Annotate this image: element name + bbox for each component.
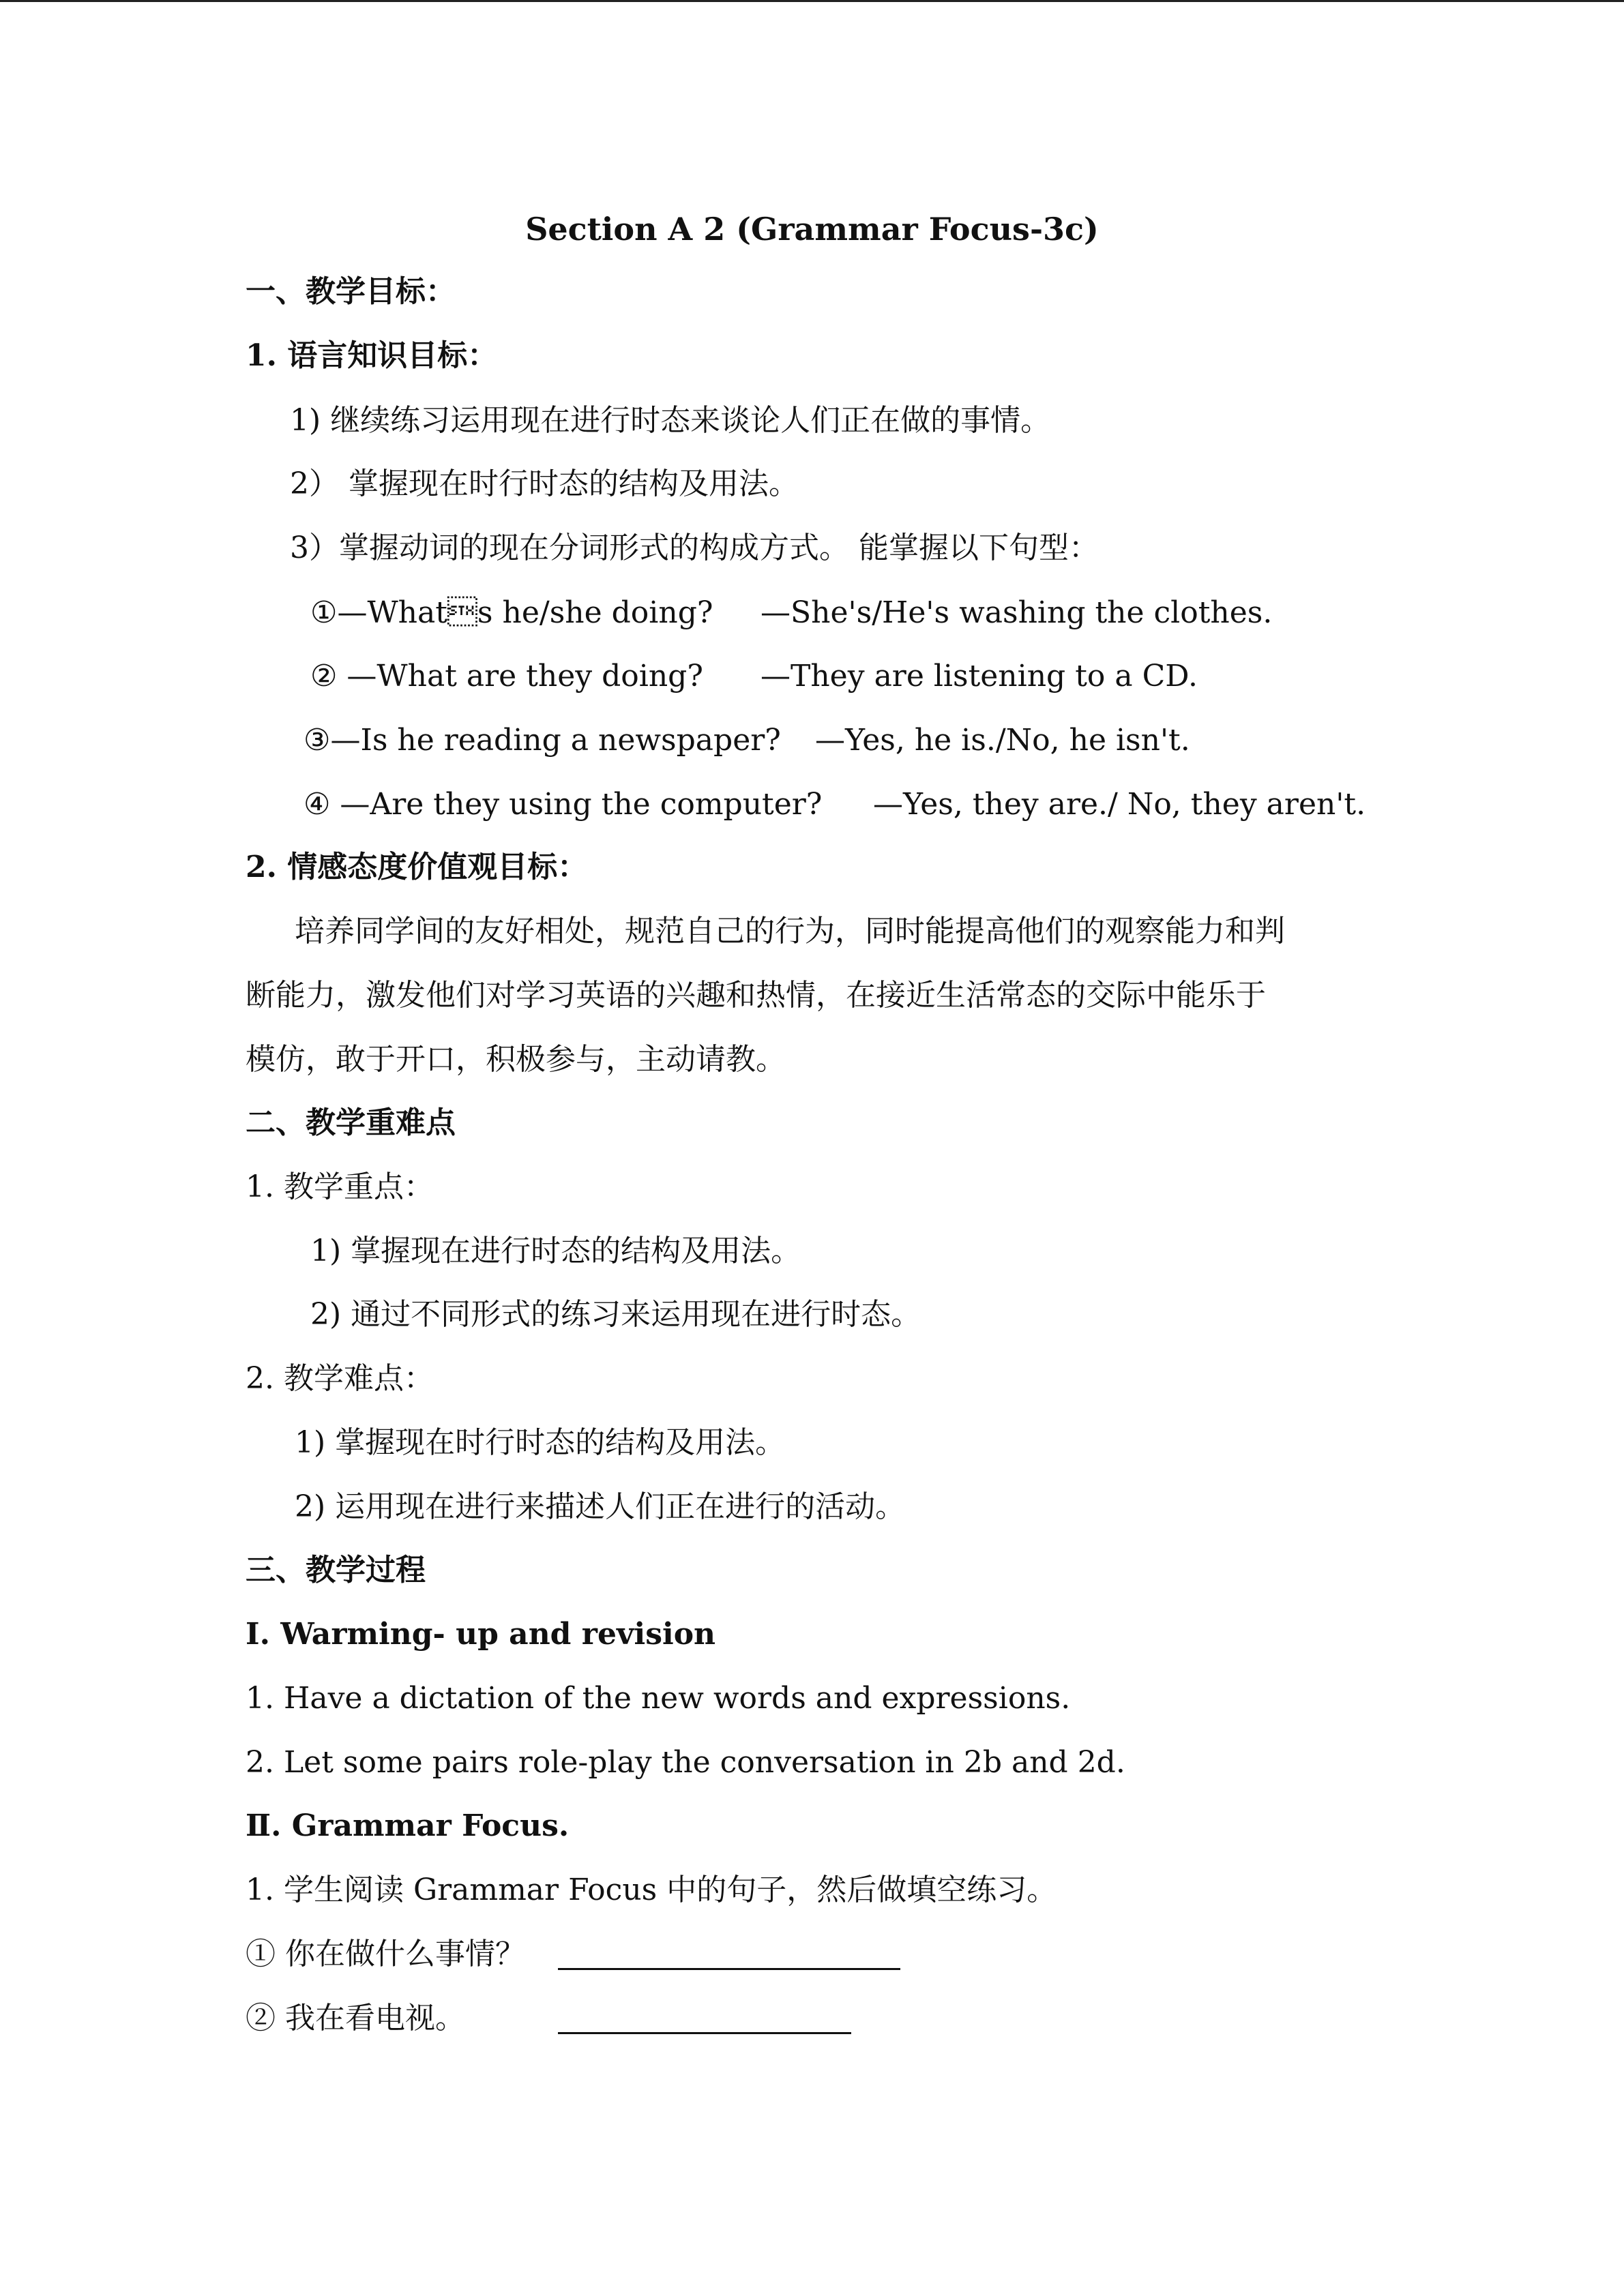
fill-in-item-2: [246, 1998, 465, 2039]
difficult-point-item-1: 1) 掌握现在时行时态的结构及用法。: [295, 1425, 786, 1460]
pattern-3-question: ③—Is he reading a newspaper?: [304, 723, 781, 758]
pattern-2-question: ② —What are they doing?: [310, 659, 703, 694]
pattern-4-question: ④ —Are they using the computer?: [304, 787, 823, 822]
grammar-focus-heading: Ⅱ. Grammar Focus.: [246, 1808, 570, 1843]
objective-item-3: 3）掌握动词的现在分词形式的构成方式。 能掌握以下句型：: [290, 531, 1099, 565]
difficult-point-item-2: 2) 运用现在进行来描述人们正在进行的活动。: [295, 1489, 906, 1524]
affective-goals-heading: 2. 情感态度价值观目标：: [246, 850, 588, 884]
pattern-2-answer: —They are listening to a CD.: [761, 659, 1198, 694]
warming-up-item-1: 1. Have a dictation of the new words and expressions.: [246, 1681, 1071, 1716]
affective-paragraph-line-3: 模仿，敢于开口，积极参与，主动请教。: [246, 1042, 786, 1077]
language-knowledge-heading: 1. 语言知识目标：: [246, 338, 498, 373]
warming-up-heading: Ⅰ. Warming- up and revision: [246, 1617, 716, 1652]
page-title: Section A 2 (Grammar Focus-3c): [525, 211, 1099, 248]
fill-in-prompt-2: ② 我在看电视。: [246, 2001, 465, 2036]
key-point-item-1: 1) 掌握现在进行时态的结构及用法。: [310, 1234, 801, 1268]
pattern-1-question: ①—Whats he/she doing?: [310, 595, 713, 630]
section-1-heading: 一、教学目标：: [246, 274, 456, 309]
objective-item-2: 2） 掌握现在时行时态的结构及用法。: [290, 466, 799, 501]
warming-up-item-2: 2. Let some pairs role-play the conversation in 2b and 2d.: [246, 1745, 1125, 1780]
affective-paragraph-line-2: 断能力，激发他们对学习英语的兴趣和热情，在接近生活常态的交际中能乐于: [246, 978, 1266, 1013]
pattern-4-answer: —Yes, they are./ No, they aren't.: [873, 787, 1366, 822]
fill-in-blank-2[interactable]: [558, 2032, 851, 2034]
fill-in-prompt-1: ① 你在做什么事情？: [246, 1937, 525, 1971]
pattern-1-answer: —She's/He's washing the clothes.: [761, 595, 1273, 630]
key-points-heading: 1. 教学重点：: [246, 1169, 434, 1204]
fill-in-blank-1[interactable]: [558, 1968, 900, 1970]
fill-in-item-1: [246, 1934, 525, 1975]
grammar-focus-instruction: 1. 学生阅读 Grammar Focus 中的句子，然后做填空练习。: [246, 1873, 1057, 1907]
key-point-item-2: 2) 通过不同形式的练习来运用现在进行时态。: [310, 1297, 921, 1332]
difficult-points-heading: 2. 教学难点：: [246, 1361, 434, 1396]
section-3-heading: 三、教学过程: [246, 1553, 426, 1587]
affective-paragraph-line-1: 培养同学间的友好相处，规范自己的行为，同时能提高他们的观察能力和判: [295, 914, 1285, 949]
section-2-heading: 二、教学重难点: [246, 1105, 456, 1140]
pattern-3-answer: —Yes, he is./No, he isn't.: [815, 723, 1190, 758]
objective-item-1: 1) 继续练习运用现在进行时态来谈论人们正在做的事情。: [290, 403, 1051, 438]
